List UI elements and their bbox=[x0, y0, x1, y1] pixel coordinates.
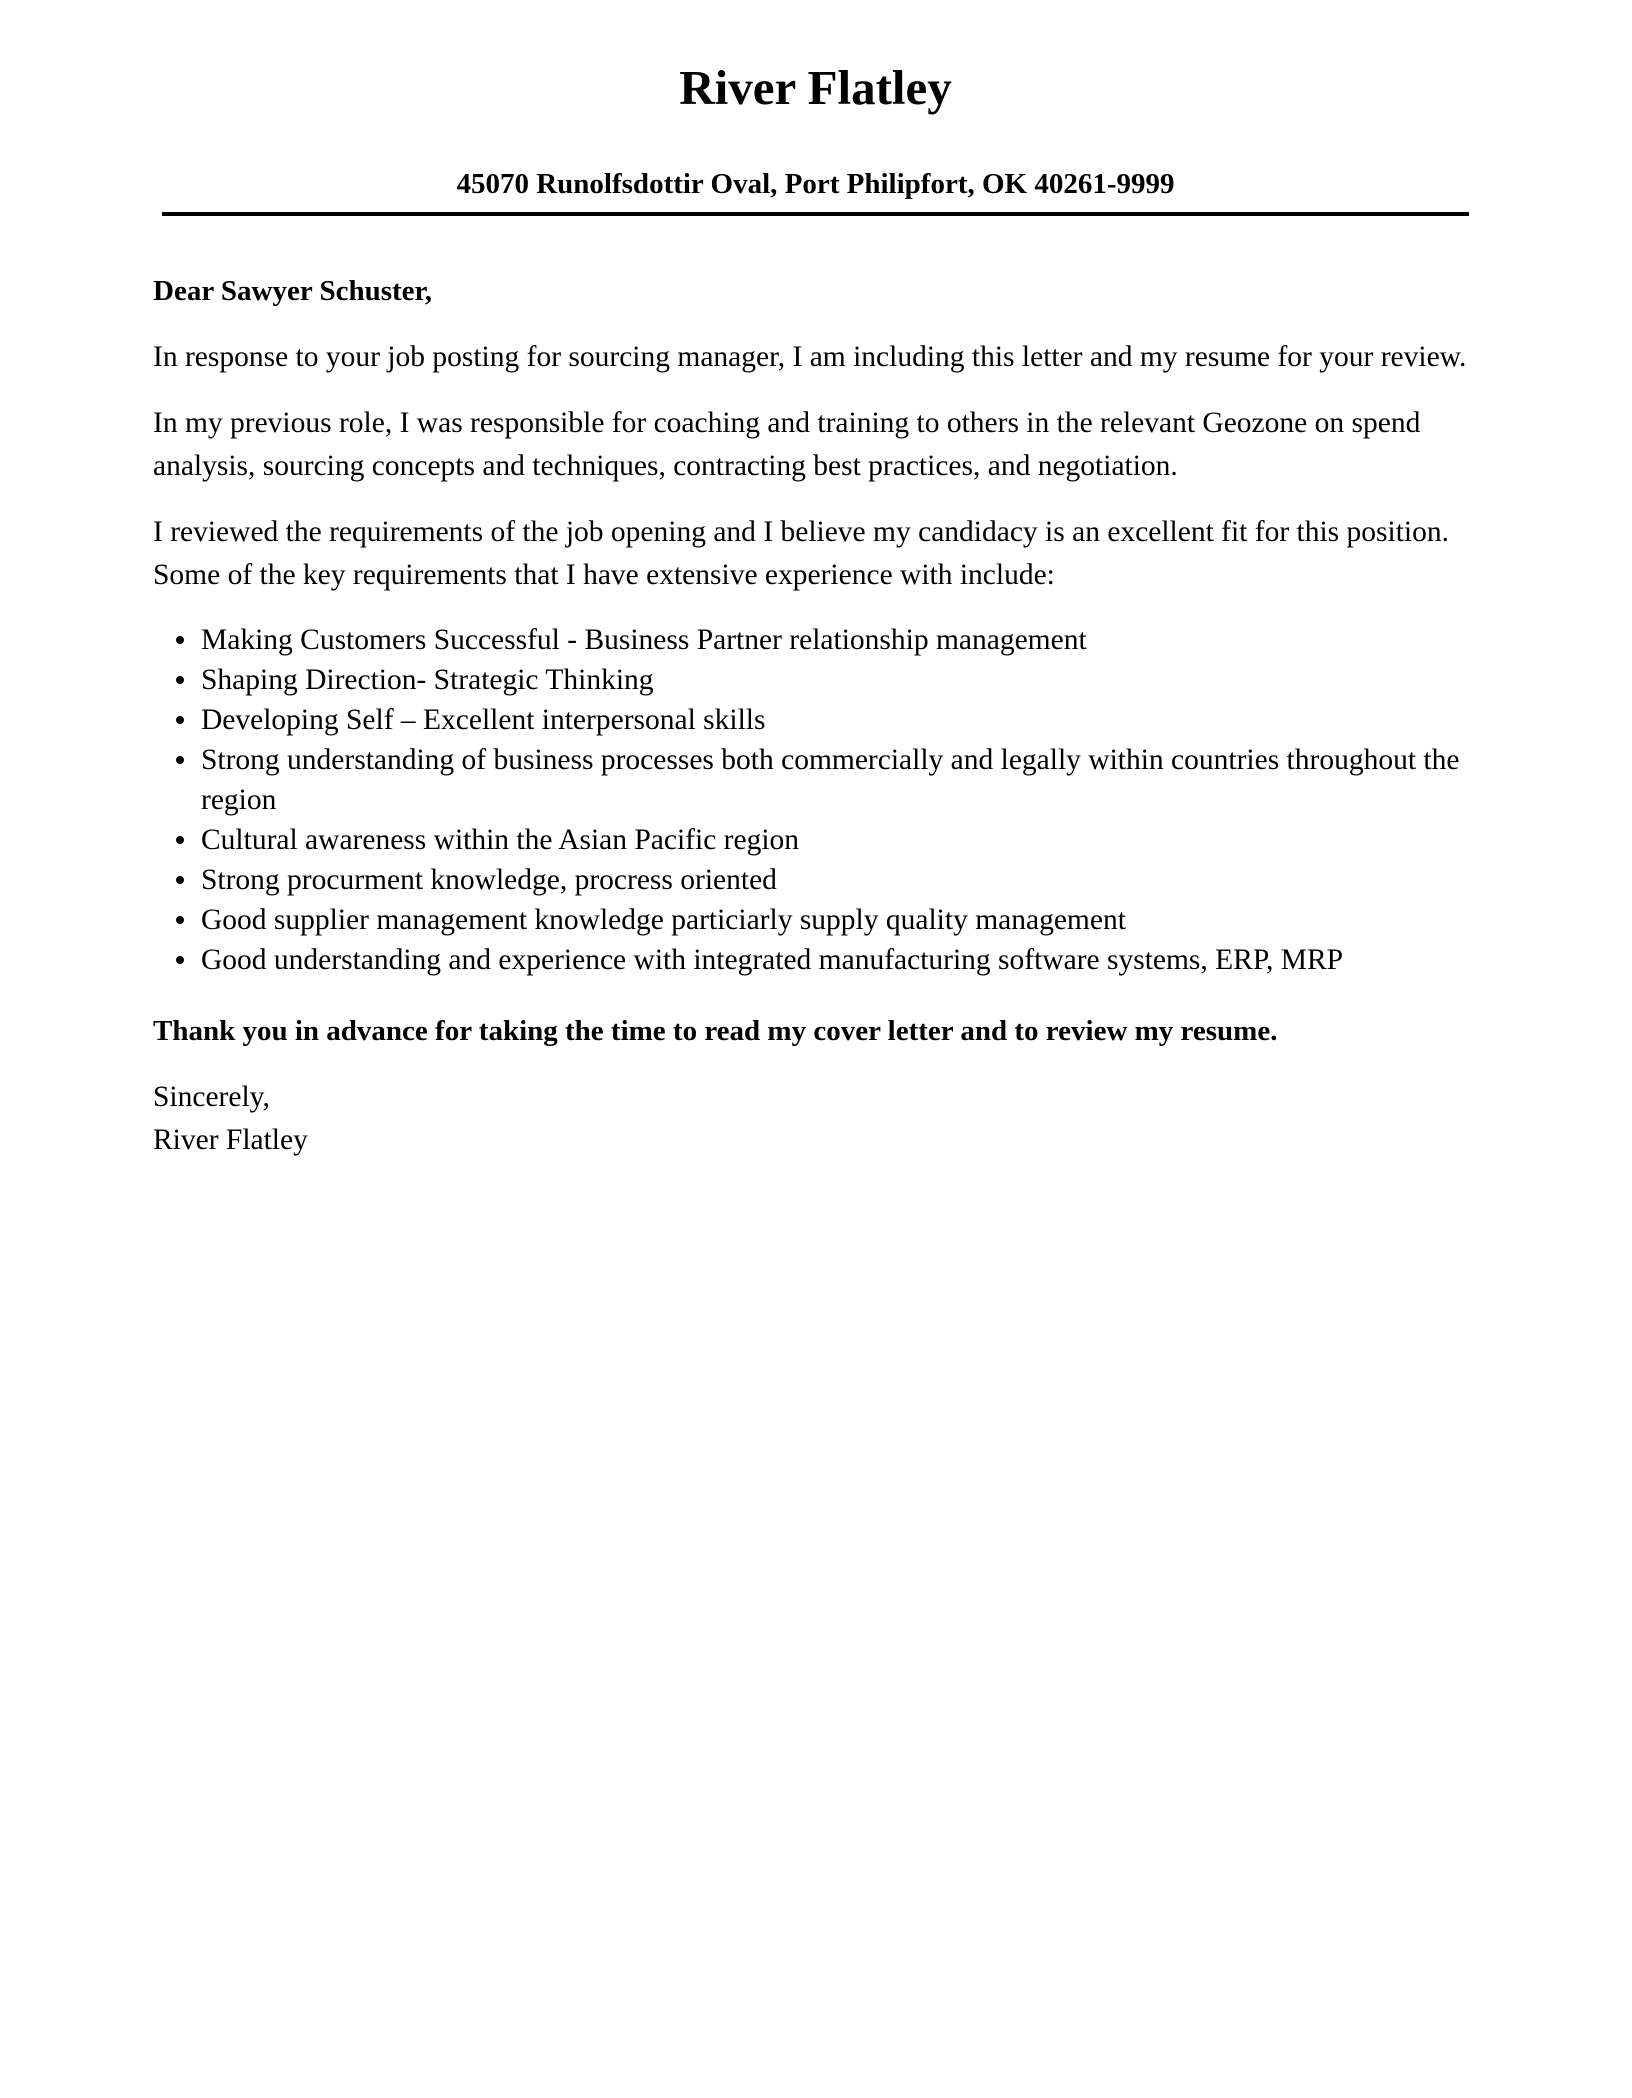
header-divider bbox=[162, 212, 1469, 216]
signature: River Flatley bbox=[153, 1124, 308, 1156]
bullet-icon bbox=[176, 836, 184, 844]
salutation: Dear Sawyer Schuster, bbox=[153, 275, 432, 307]
list-item bbox=[201, 940, 1488, 980]
list-item bbox=[201, 740, 1488, 820]
bullet-icon bbox=[176, 876, 184, 884]
list-item-text: Strong understanding of business processes both commercially and legally within countries throughout the region bbox=[201, 744, 1460, 816]
letter-header bbox=[162, 60, 1469, 200]
list-item bbox=[201, 900, 1488, 940]
paragraph-requirements: I reviewed the requirements of the job opening and I believe my candidacy is an excellent fit for this position. Some of the key requirements that I have extensive experience with include: bbox=[153, 516, 1449, 591]
requirements-list bbox=[153, 620, 1488, 980]
sender-name: River Flatley bbox=[679, 60, 952, 115]
list-item bbox=[201, 820, 1488, 860]
bullet-icon bbox=[176, 756, 184, 764]
letter-body bbox=[153, 270, 1488, 1162]
list-item bbox=[201, 660, 1488, 700]
list-item bbox=[201, 700, 1488, 740]
list-item-text: Making Customers Successful - Business Partner relationship management bbox=[201, 624, 1087, 656]
bullet-icon bbox=[176, 676, 184, 684]
sender-address: 45070 Runolfsdottir Oval, Port Philipfort, OK 40261-9999 bbox=[456, 168, 1175, 200]
list-item-text: Shaping Direction- Strategic Thinking bbox=[201, 664, 654, 696]
bullet-icon bbox=[176, 636, 184, 644]
paragraph-experience: In my previous role, I was responsible for coaching and training to others in the relevant Geozone on spend analysis, sourcing concepts and techniques, contracting best practices, and negotiation. bbox=[153, 407, 1421, 482]
bullet-icon bbox=[176, 716, 184, 724]
list-item bbox=[201, 620, 1488, 660]
paragraph-intro: In response to your job posting for sourcing manager, I am including this letter and my resume for your review. bbox=[153, 341, 1467, 373]
bullet-icon bbox=[176, 916, 184, 924]
list-item-text: Developing Self – Excellent interpersonal skills bbox=[201, 704, 766, 736]
list-item-text: Strong procurment knowledge, procress oriented bbox=[201, 864, 777, 896]
closing-statement: Thank you in advance for taking the time to read my cover letter and to review my resume. bbox=[153, 1015, 1278, 1047]
list-item-text: Good supplier management knowledge particiarly supply quality management bbox=[201, 904, 1126, 936]
list-item-text: Cultural awareness within the Asian Pacific region bbox=[201, 824, 800, 856]
bullet-icon bbox=[176, 956, 184, 964]
list-item bbox=[201, 860, 1488, 900]
list-item-text: Good understanding and experience with integrated manufacturing software systems, ERP, MRP bbox=[201, 944, 1344, 976]
signoff: Sincerely, bbox=[153, 1081, 270, 1113]
